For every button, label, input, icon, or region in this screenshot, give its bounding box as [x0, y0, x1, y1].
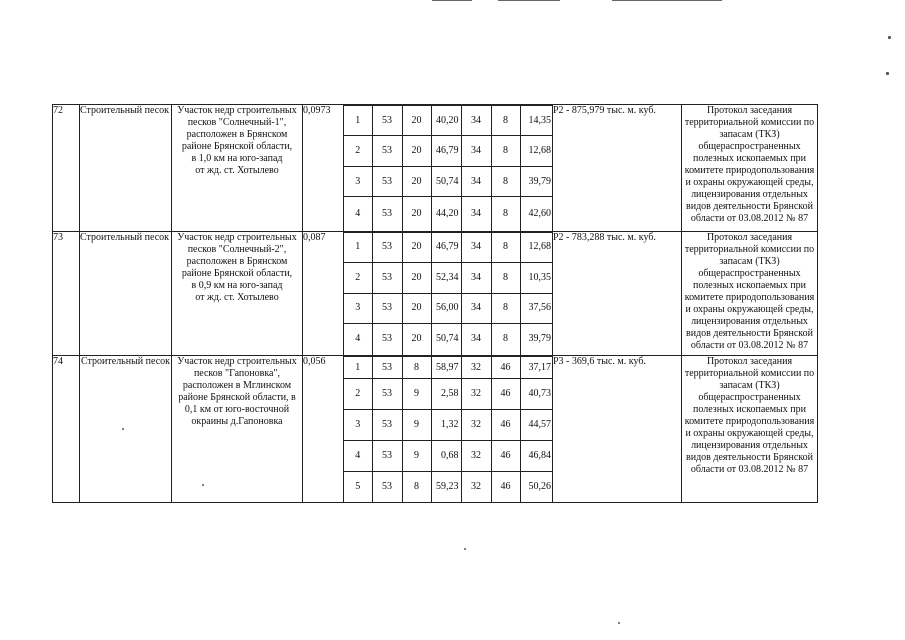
protocol-line: и охраны окружающей среды,	[685, 177, 814, 188]
coordinates-table	[344, 105, 553, 231]
coordinate-point-row	[344, 410, 553, 441]
coordinate-value: 46	[491, 379, 520, 410]
protocol-line: лицензирования отдельных	[691, 315, 808, 327]
coordinate-value: 9	[402, 441, 431, 472]
coordinate-value: 8	[491, 197, 520, 231]
coordinate-value: 44,20	[431, 197, 461, 231]
coordinate-value: 8	[491, 293, 520, 323]
coordinate-point-row	[344, 197, 553, 231]
coordinate-value: 39,79	[520, 323, 553, 355]
coordinate-value: 50,74	[431, 323, 461, 355]
protocol-line: области от 03.08.2012 № 87	[690, 339, 809, 351]
protocol-line: полезных ископаемых при	[693, 153, 806, 164]
scan-speck	[464, 548, 466, 550]
coordinate-point-row	[344, 106, 553, 136]
coordinate-value: 50,26	[520, 472, 553, 502]
description-line: окраины д.Гапоновка	[191, 416, 283, 427]
coordinate-value: 46,79	[431, 136, 461, 167]
coordinates-table	[344, 356, 553, 502]
coordinate-value: 8	[402, 472, 431, 502]
coordinate-value: 34	[461, 167, 491, 197]
scan-speck	[888, 36, 891, 39]
coordinate-value: 40,20	[431, 106, 461, 136]
mineral-type: Строительный песок	[80, 105, 172, 232]
coordinate-value: 53	[372, 323, 402, 355]
description-line: расположен в Брянском	[186, 129, 288, 140]
description-line: в 1,0 км на юго-запад	[191, 153, 283, 164]
coordinate-value: 37,56	[520, 293, 553, 323]
protocol-line: лицензирования отдельных	[691, 189, 808, 200]
coordinates-cell	[344, 231, 553, 356]
coordinate-value: 8	[491, 323, 520, 355]
scan-artifact-line	[498, 0, 560, 1]
coordinate-value: 46	[491, 441, 520, 472]
coordinate-value: 46,84	[520, 441, 553, 472]
coordinate-value: 52,34	[431, 262, 461, 293]
site-description	[172, 231, 303, 356]
protocol-line: запасам (ТКЗ)	[719, 255, 780, 267]
coordinate-value: 1,32	[431, 410, 461, 441]
coordinate-value: 0,68	[431, 441, 461, 472]
coordinate-point-row	[344, 136, 553, 167]
coordinate-value: 53	[372, 106, 402, 136]
scan-speck	[202, 484, 204, 486]
coordinate-value: 32	[461, 357, 491, 379]
protocol-line: видов деятельности Брянской	[686, 452, 813, 463]
description-line: от жд. ст. Хотылево	[195, 291, 279, 303]
description-line: Участок недр строительных	[177, 356, 297, 367]
coordinate-value: 46,79	[431, 232, 461, 262]
coordinate-value: 3	[344, 410, 372, 441]
coordinate-value: 9	[402, 410, 431, 441]
coordinate-value: 53	[372, 357, 402, 379]
coordinate-value: 34	[461, 232, 491, 262]
coordinate-value: 20	[402, 197, 431, 231]
protocol-line: области от 03.08.2012 № 87	[690, 464, 809, 475]
description-line: районе Брянской области, в	[178, 392, 296, 403]
coordinate-value: 42,60	[520, 197, 553, 231]
row-number: 73	[53, 231, 80, 356]
scan-speck	[122, 428, 124, 430]
protocol-line: полезных ископаемых при	[693, 279, 806, 291]
coordinate-value: 34	[461, 136, 491, 167]
coordinate-value: 12,68	[520, 136, 553, 167]
coordinate-value: 53	[372, 197, 402, 231]
protocol-line: видов деятельности Брянской	[686, 327, 813, 339]
coordinate-value: 32	[461, 410, 491, 441]
protocol-line: области от 03.08.2012 № 87	[690, 213, 809, 224]
description-line: песков "Солнечный-2",	[187, 243, 287, 255]
protocol-line: Протокол заседания	[706, 356, 793, 367]
protocol-line: общераспространенных	[698, 392, 801, 403]
coordinate-value: 12,68	[520, 232, 553, 262]
coordinate-point-row	[344, 472, 553, 502]
protocol-line: комитете природопользования	[684, 165, 815, 176]
table-row	[53, 105, 818, 232]
coordinate-value: 3	[344, 293, 372, 323]
coordinate-point-row	[344, 441, 553, 472]
coordinate-value: 2,58	[431, 379, 461, 410]
coordinate-value: 53	[372, 379, 402, 410]
coordinate-value: 59,23	[431, 472, 461, 502]
deposits-table	[52, 104, 818, 503]
coordinate-value: 20	[402, 167, 431, 197]
coordinates-cell	[344, 356, 553, 503]
coordinate-value: 2	[344, 262, 372, 293]
coordinate-value: 32	[461, 441, 491, 472]
coordinate-value: 20	[402, 323, 431, 355]
coordinate-value: 20	[402, 293, 431, 323]
protocol-reference	[682, 231, 818, 356]
protocol-line: полезных ископаемых при	[693, 404, 806, 415]
coordinates-table	[344, 232, 553, 356]
coordinate-value: 53	[372, 167, 402, 197]
coordinate-value: 34	[461, 106, 491, 136]
coordinate-value: 20	[402, 232, 431, 262]
coordinate-value: 3	[344, 167, 372, 197]
description-line: песков "Гапоновка",	[193, 368, 281, 379]
scan-speck	[886, 72, 889, 75]
coordinate-value: 40,73	[520, 379, 553, 410]
coordinate-value: 56,00	[431, 293, 461, 323]
coordinate-point-row	[344, 262, 553, 293]
site-description	[172, 105, 303, 232]
protocol-line: территориальной комиссии по	[684, 243, 815, 255]
coordinate-value: 34	[461, 262, 491, 293]
coordinate-value: 20	[402, 106, 431, 136]
protocol-reference	[682, 356, 818, 503]
scan-speck	[618, 622, 620, 624]
coordinate-value: 34	[461, 323, 491, 355]
description-line: от жд. ст. Хотылево	[195, 165, 279, 176]
protocol-line: запасам (ТКЗ)	[719, 129, 780, 140]
coordinate-value: 53	[372, 293, 402, 323]
coordinate-value: 34	[461, 293, 491, 323]
coordinate-value: 20	[402, 262, 431, 293]
protocol-line: территориальной комиссии по	[684, 368, 815, 379]
coordinate-value: 32	[461, 379, 491, 410]
coordinate-value: 20	[402, 136, 431, 167]
protocol-line: видов деятельности Брянской	[686, 201, 813, 212]
coordinate-point-row	[344, 293, 553, 323]
coordinate-value: 44,57	[520, 410, 553, 441]
coordinate-value: 1	[344, 106, 372, 136]
coordinate-value: 4	[344, 441, 372, 472]
protocol-line: запасам (ТКЗ)	[719, 380, 780, 391]
description-line: 0,1 км от юго-восточной	[184, 404, 290, 415]
coordinate-value: 46	[491, 410, 520, 441]
mineral-type: Строительный песок	[80, 356, 172, 503]
coordinate-point-row	[344, 232, 553, 262]
coordinate-value: 53	[372, 262, 402, 293]
description-line: песков "Солнечный-1",	[187, 117, 287, 128]
coordinate-value: 2	[344, 136, 372, 167]
description-line: в 0,9 км на юго-запад	[191, 279, 283, 291]
coordinate-value: 10,35	[520, 262, 553, 293]
protocol-line: Протокол заседания	[706, 231, 793, 243]
scan-artifact-line	[432, 0, 472, 1]
coordinate-value: 4	[344, 197, 372, 231]
mineral-type: Строительный песок	[80, 231, 172, 356]
coordinate-value: 8	[402, 357, 431, 379]
coordinate-value: 53	[372, 232, 402, 262]
protocol-line: лицензирования отдельных	[691, 440, 808, 451]
coordinate-value: 53	[372, 136, 402, 167]
coordinate-value: 46	[491, 357, 520, 379]
description-line: расположен в Брянском	[186, 255, 288, 267]
coordinate-value: 39,79	[520, 167, 553, 197]
coordinate-value: 8	[491, 167, 520, 197]
description-line: Участок недр строительных	[177, 105, 297, 116]
coordinate-value: 53	[372, 441, 402, 472]
description-line: Участок недр строительных	[177, 231, 297, 243]
coordinate-point-row	[344, 323, 553, 355]
coordinate-point-row	[344, 379, 553, 410]
protocol-line: территориальной комиссии по	[684, 117, 815, 128]
coordinate-point-row	[344, 357, 553, 379]
coordinate-value: 53	[372, 410, 402, 441]
description-line: расположен в Мглинском	[182, 380, 292, 391]
coordinate-value: 1	[344, 232, 372, 262]
coordinate-value: 34	[461, 197, 491, 231]
protocol-line: комитете природопользования	[684, 416, 815, 427]
coordinate-value: 8	[491, 232, 520, 262]
coordinate-value: 2	[344, 379, 372, 410]
coordinate-point-row	[344, 167, 553, 197]
scan-artifact-line	[612, 0, 722, 1]
protocol-line: общераспространенных	[698, 141, 801, 152]
coordinate-value: 8	[491, 136, 520, 167]
coordinate-value: 1	[344, 357, 372, 379]
description-line: районе Брянской области,	[181, 141, 293, 152]
site-area: 0,0973	[303, 105, 344, 232]
coordinate-value: 8	[491, 106, 520, 136]
coordinates-cell	[344, 105, 553, 232]
row-number: 72	[53, 105, 80, 232]
protocol-line: и охраны окружающей среды,	[685, 303, 814, 315]
protocol-line: Протокол заседания	[706, 105, 793, 116]
coordinate-value: 46	[491, 472, 520, 502]
site-description	[172, 356, 303, 503]
protocol-line: комитете природопользования	[684, 291, 815, 303]
row-number: 74	[53, 356, 80, 503]
coordinate-value: 53	[372, 472, 402, 502]
coordinate-value: 37,17	[520, 357, 553, 379]
coordinate-value: 5	[344, 472, 372, 502]
coordinate-value: 14,35	[520, 106, 553, 136]
coordinate-value: 8	[491, 262, 520, 293]
table-row	[53, 356, 818, 503]
site-area: 0,056	[303, 356, 344, 503]
table-row	[53, 231, 818, 356]
coordinate-value: 32	[461, 472, 491, 502]
site-area: 0,087	[303, 231, 344, 356]
coordinate-value: 4	[344, 323, 372, 355]
coordinate-value: 58,97	[431, 357, 461, 379]
resource-estimate: Р2 - 783,288 тыс. м. куб.	[553, 231, 682, 356]
resource-estimate: Р3 - 369,6 тыс. м. куб.	[553, 356, 682, 503]
protocol-reference	[682, 105, 818, 232]
coordinate-value: 50,74	[431, 167, 461, 197]
description-line: районе Брянской области,	[181, 267, 293, 279]
protocol-line: общераспространенных	[698, 267, 801, 279]
protocol-line: и охраны окружающей среды,	[685, 428, 814, 439]
coordinate-value: 9	[402, 379, 431, 410]
resource-estimate: Р2 - 875,979 тыс. м. куб.	[553, 105, 682, 232]
